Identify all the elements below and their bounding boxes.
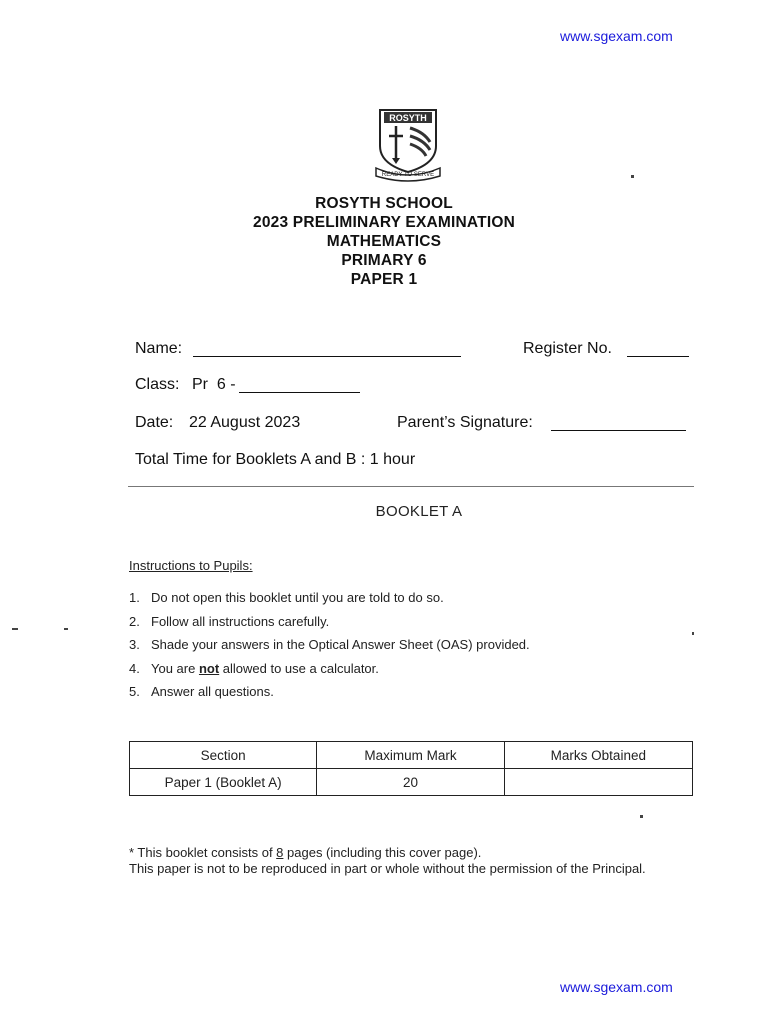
instruction-text: Shade your answers in the Optical Answer Sheet (OAS) provided. — [151, 637, 530, 653]
instructions-heading: Instructions to Pupils: — [129, 558, 253, 573]
instruction-number: 2. — [129, 613, 140, 629]
class-value: Pr 6 - — [192, 376, 236, 393]
subject-title: MATHEMATICS — [326, 233, 442, 250]
instruction-number: 1. — [129, 590, 140, 605]
instruction-item — [129, 586, 530, 610]
class-field-line[interactable] — [239, 392, 360, 393]
instruction-text: You are — [151, 660, 199, 676]
table-header-cell: Marks Obtained — [504, 742, 692, 769]
table-row — [130, 769, 693, 796]
date-value: 22 August 2023 — [189, 414, 301, 431]
table-header-row — [130, 742, 693, 769]
crest-icon — [374, 106, 442, 182]
page-count-note — [129, 845, 481, 861]
instruction-item — [129, 633, 530, 657]
page-count-number: 8 — [276, 845, 284, 860]
name-label: Name: — [135, 340, 183, 357]
instruction-emphasis: not — [198, 660, 220, 676]
scan-speck — [640, 815, 643, 818]
scan-speck — [631, 175, 634, 178]
copyright-note: This paper is not to be reproduced in part or whole without the permission of the Principal. — [129, 861, 646, 876]
watermark-link-top[interactable]: www.sgexam.com — [560, 28, 673, 44]
signature-field-line[interactable] — [551, 430, 686, 431]
register-field-line[interactable] — [627, 356, 689, 357]
exam-title: 2023 PRELIMINARY EXAMINATION — [253, 214, 515, 231]
page-count-text: * This booklet consists of — [129, 845, 277, 860]
instruction-text: Answer all questions. — [151, 684, 274, 700]
instruction-item — [129, 657, 530, 681]
instruction-text: Do not open this booklet until you are told to do so. — [151, 590, 444, 605]
level-title: PRIMARY 6 — [341, 252, 427, 269]
scan-speck — [692, 632, 694, 635]
watermark-link-bottom[interactable]: www.sgexam.com — [560, 979, 673, 995]
scan-speck — [12, 628, 18, 630]
register-label: Register No. — [523, 340, 612, 357]
instruction-text: allowed to use a calculator. — [219, 660, 379, 676]
instruction-number: 4. — [129, 660, 140, 676]
total-time: Total Time for Booklets A and B : 1 hour — [135, 451, 416, 468]
instructions-list — [129, 586, 530, 704]
instruction-text: Follow all instructions carefully. — [151, 613, 330, 629]
name-field-line[interactable] — [193, 356, 461, 357]
marks-table — [129, 741, 693, 796]
table-header-cell: Maximum Mark — [317, 742, 504, 769]
crest-motto-text: READY TO SERVE — [381, 172, 435, 178]
page-count-text: pages (including this cover page). — [283, 845, 482, 860]
crest-banner-text: ROSYTH — [389, 113, 427, 123]
paper-title: PAPER 1 — [350, 271, 418, 288]
class-label: Class: — [135, 376, 180, 393]
booklet-title: BOOKLET A — [375, 503, 463, 520]
instruction-item — [129, 610, 530, 634]
instruction-number: 3. — [129, 637, 140, 653]
table-cell: 20 — [317, 769, 504, 796]
signature-label: Parent’s Signature: — [397, 414, 533, 431]
table-cell[interactable] — [504, 769, 692, 796]
table-cell: Paper 1 (Booklet A) — [130, 769, 317, 796]
instruction-number: 5. — [129, 684, 140, 700]
date-label: Date: — [135, 414, 174, 431]
school-crest-logo — [374, 106, 442, 182]
scan-speck — [64, 628, 68, 630]
instruction-item — [129, 680, 530, 704]
divider-line — [128, 486, 694, 487]
table-header-cell: Section — [130, 742, 317, 769]
school-name: ROSYTH SCHOOL — [315, 195, 453, 212]
